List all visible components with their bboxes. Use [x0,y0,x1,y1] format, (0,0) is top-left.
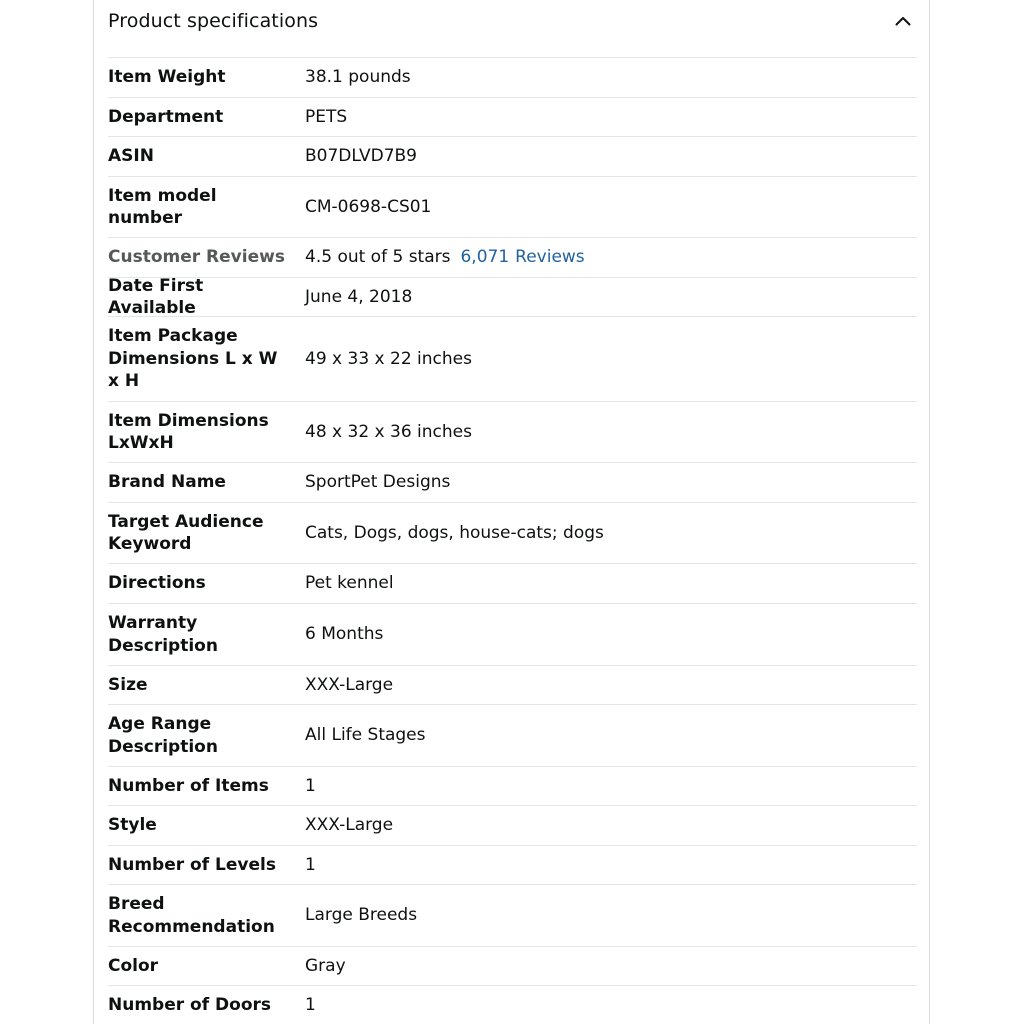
spec-value: Cats, Dogs, dogs, house-cats; dogs [305,522,604,543]
spec-value: 48 x 32 x 36 inches [305,421,472,442]
spec-value: XXX-Large [305,674,394,695]
spec-value: 38.1 pounds [305,67,411,88]
spec-label: ASIN [108,146,154,167]
spec-value: 1 [305,854,316,875]
section-title: Product specifications [108,10,319,32]
spec-value: B07DLVD7B9 [305,146,418,167]
spec-row-style [108,806,917,846]
spec-value: All Life Stages [305,725,426,746]
spec-value: June 4, 2018 [305,286,413,307]
spec-value: Gray [305,955,346,976]
spec-value: 6 Months [305,624,384,645]
spec-label: Number of Doors [108,995,272,1016]
section-header[interactable] [108,0,915,42]
spec-label: Color [108,955,159,976]
spec-row-warranty-description [108,604,917,666]
spec-label: Item model number [108,185,217,228]
spec-value: Large Breeds [305,905,418,926]
spec-row-item-package-dimensions [108,317,917,402]
spec-row-directions [108,564,917,604]
spec-label: Size [108,674,148,695]
spec-value: CM-0698-CS01 [305,196,432,217]
spec-value: PETS [305,106,348,127]
spec-row-date-first-available [108,275,917,318]
reviews-link[interactable] [460,247,584,267]
spec-label: Number of Levels [108,854,276,875]
spec-label: Age Range Description [108,714,218,757]
spec-row-size [108,666,917,705]
spec-value: Pet kennel [305,573,394,594]
spec-value: 1 [305,995,316,1016]
spec-row-number-of-items [108,767,917,806]
spec-label: Style [108,815,157,836]
spec-value: 1 [305,775,316,796]
star-rating-text: 4.5 out of 5 stars [305,247,451,268]
spec-row-item-model-number [108,177,917,238]
spec-row-breed-recommendation [108,885,917,947]
spec-row-color [108,947,917,986]
reviews-word: Reviews [515,247,585,268]
spec-label: Breed Recommendation [108,894,275,937]
spec-label: Item Dimensions LxWxH [108,410,269,453]
spec-label: Brand Name [108,472,226,493]
spec-row-asin [108,137,917,177]
spec-row-brand-name [108,463,917,503]
chevron-up-icon[interactable] [893,11,913,31]
product-specifications-panel [93,0,930,1024]
spec-label: Item Weight [108,67,226,88]
spec-label: Warranty Description [108,613,218,656]
spec-label: Target Audience Keyword [108,511,264,554]
specifications-table [108,57,917,1024]
customer-reviews-value [305,246,585,269]
spec-label: Department [108,106,224,127]
spec-label: Item Package Dimensions L x W x H [108,326,278,392]
spec-value: 49 x 33 x 22 inches [305,348,472,369]
spec-value: XXX-Large [305,815,394,836]
spec-row-item-dimensions [108,402,917,463]
spec-label: Customer Reviews [108,247,285,268]
spec-row-customer-reviews [108,238,917,278]
spec-row-number-of-levels [108,846,917,885]
spec-label: Date First Available [108,275,204,318]
spec-row-target-audience-keyword [108,503,917,564]
spec-row-age-range-description [108,705,917,767]
spec-row-item-weight [108,58,917,98]
spec-row-department [108,98,917,137]
reviews-count: 6,071 [460,247,510,268]
spec-value: SportPet Designs [305,472,451,493]
spec-label: Directions [108,573,206,594]
spec-row-number-of-doors [108,986,917,1024]
spec-label: Number of Items [108,775,269,796]
